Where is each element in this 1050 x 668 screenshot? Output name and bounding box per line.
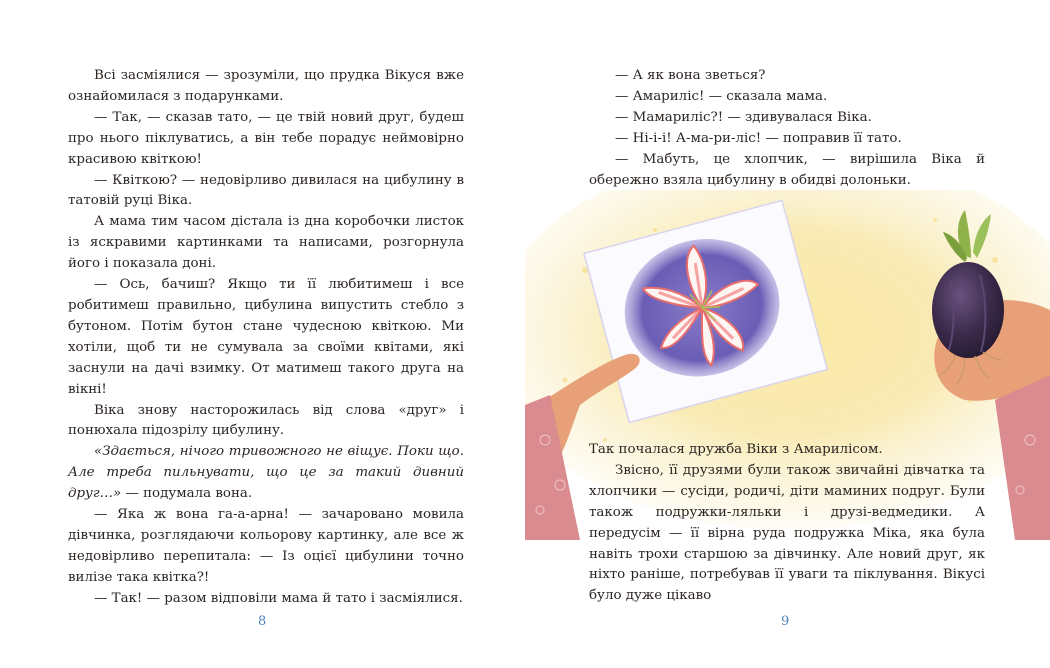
page-number-right: 9 <box>781 614 790 629</box>
right-page-text-bottom <box>589 440 985 607</box>
paragraph: — Ось, бачиш? Якщо ти її любитимеш і все робитимеш правильно, цибулина випустить стебло з бутоном. Потім бутон стане чудесною квіткою. Ми хотіли, щоб ти не сумувала за своїми квітами, які заснули на дачі взимку. От матимеш такого друга на вікні! <box>68 277 464 397</box>
page-number-left: 8 <box>258 614 267 629</box>
paragraph: — Амариліс! — сказала мама. <box>615 88 828 104</box>
paragraph: А мама тим часом дістала із дна коробочки листок із яскравими картинками та написами, розгорнула його і показала доні. <box>68 214 464 272</box>
left-page-text <box>68 66 464 610</box>
thought-tail: — подумала вона. <box>121 486 253 502</box>
paragraph: — Мабуть, це хлопчик, — вирішила Віка й обережно взяла цибулину в обидві долоньки. <box>589 151 985 188</box>
paragraph: — Ні-і-і! А-ма-ри-ліс! — поправив її тато. <box>615 130 902 146</box>
paragraph: Звісно, її друзями були також звичайні дівчатка та хлопчики — сусіди, родичі, діти маминих подруг. Були також подружки-ляльки і друзі-ведмедики. А передусім — її вірна руда подружка Міка, яка була навіть трохи старшою за дівчинку. Але новий друг, як ніхто раніше, потребував її уваги та піклування. Вікусі було дуже цікаво <box>589 462 985 604</box>
thought-paragraph <box>68 442 464 505</box>
paragraph: — А як вона зветься? <box>615 68 766 83</box>
paragraph: Так почалася дружба Віки з Амарилісом. <box>589 442 883 457</box>
paragraph: Віка знову насторожилась від слова «друг» і понюхала підозрілу цибулину. <box>68 402 464 439</box>
right-page <box>525 0 1050 668</box>
thought-text: «Здається, нічого тривожного не віщує. Поки що. Але треба пильнувати, що це за такий дивний друг…» <box>68 444 464 502</box>
paragraph: — Так, — сказав тато, — це твій новий друг, будеш про нього піклуватись, а він тебе порадує неймовірно красивою квіткою! <box>68 109 464 167</box>
right-sleeve <box>995 375 1050 540</box>
paragraph: Всі засміялися — зрозуміли, що прудка Вікуся вже ознайомилася з подарунками. <box>68 68 464 104</box>
paragraph: — Яка ж вона га-а-арна! — зачаровано мовила дівчинка, розглядаючи кольорову картинку, але все ж недовірливо перепитала: — Із оцієї цибулини точно вилізе така квітка?! <box>68 507 464 585</box>
paragraph: — Квіткою? — недовірливо дивилася на цибулину в татовій руці Віка. <box>68 172 464 209</box>
paragraph: — Мамариліс?! — здивувалася Віка. <box>615 109 872 125</box>
paragraph: — Так! — разом відповіли мама й тато і засміялися. <box>94 590 463 606</box>
right-page-text-top <box>589 66 985 191</box>
